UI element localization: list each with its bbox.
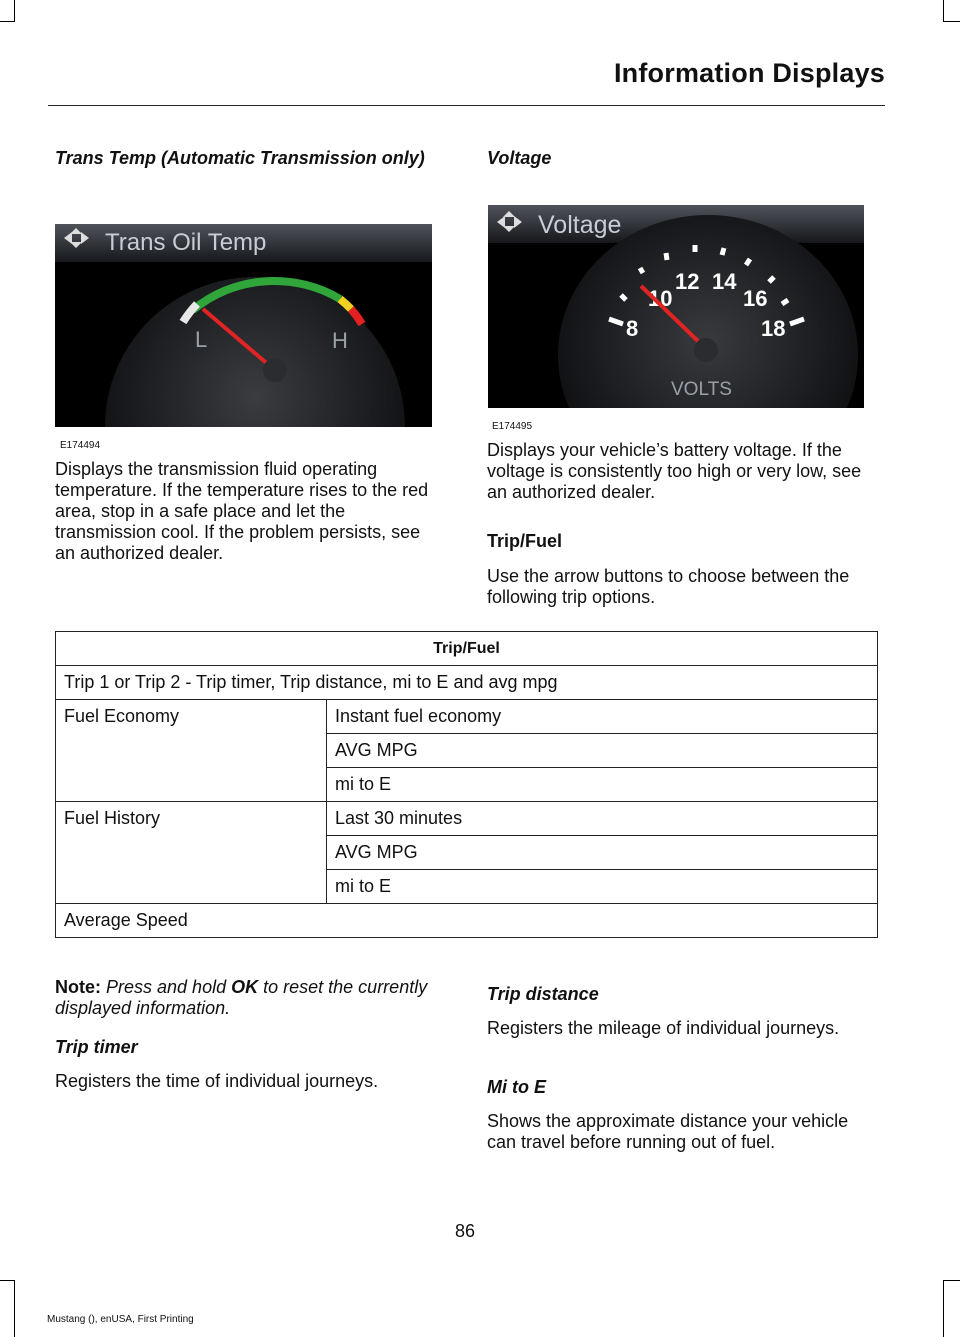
trans-oil-temp-figure	[55, 224, 432, 427]
page-title: Information Displays	[613, 58, 885, 88]
voltage-tick-8: 8	[626, 316, 639, 341]
trip-distance-text: Registers the mileage of individual journeys.	[487, 1018, 840, 1038]
table-cell: mi to E	[327, 768, 878, 802]
note-label: Note:	[55, 977, 101, 997]
gauge-high-label: H	[332, 328, 348, 353]
header-rule	[48, 105, 885, 106]
trans-temp-heading: Trans Temp (Automatic Transmission only)	[55, 148, 425, 168]
table-row	[56, 802, 878, 836]
mi-to-e-heading: Mi to E	[487, 1077, 546, 1097]
crop-mark-top-right	[943, 21, 960, 22]
note-key: OK	[231, 977, 259, 997]
crop-mark-bottom-left	[14, 1280, 15, 1337]
crop-mark-bottom-right	[943, 1280, 944, 1337]
trans-oil-temp-gauge	[55, 224, 432, 427]
trip-timer-heading: Trip timer	[55, 1037, 138, 1057]
table-row	[56, 632, 878, 666]
voltage-figure-code: E174495	[492, 421, 533, 432]
voltage-description: Displays your vehicle’s battery voltage. If the voltage is consistently too high or very low, see an authorized dealer.	[487, 440, 862, 502]
trans-temp-description: Displays the transmission fluid operating temperature. If the temperature rises to the red area, stop in a safe place and let the transmission cool. If the problem persists, see an authorized dealer.	[55, 459, 429, 563]
voltage-tick-16: 16	[743, 286, 768, 311]
note	[55, 977, 435, 1019]
table-cell: AVG MPG	[327, 836, 878, 870]
table-cell: Last 30 minutes	[327, 802, 878, 836]
table-cell-fuel-history: Fuel History	[56, 802, 327, 904]
voltage-screen-title: Voltage	[538, 211, 622, 239]
trip-fuel-intro: Use the arrow buttons to choose between the following trip options.	[487, 566, 850, 607]
table-cell: mi to E	[327, 870, 878, 904]
table-row	[56, 666, 878, 700]
mi-to-e-text: Shows the approximate distance your vehicle can travel before running out of fuel.	[487, 1111, 849, 1152]
note-post: to reset the currently displayed information.	[55, 977, 428, 1018]
crop-mark-bottom-right	[943, 1280, 960, 1281]
voltage-heading: Voltage	[487, 148, 552, 168]
footer-text: Mustang (), enUSA, First Printing	[47, 1314, 194, 1325]
trans-figure-code: E174494	[60, 440, 101, 451]
note-pre: Press and hold	[106, 977, 227, 997]
table-cell-trip: Trip 1 or Trip 2 - Trip timer, Trip distance, mi to E and avg mpg	[56, 666, 878, 700]
voltage-gauge	[488, 205, 864, 408]
crop-mark-top-left	[14, 0, 15, 22]
voltage-figure	[488, 205, 864, 408]
crop-mark-top-left	[0, 21, 15, 22]
table-cell: AVG MPG	[327, 734, 878, 768]
voltage-tick-14: 14	[712, 269, 737, 294]
voltage-tick-12: 12	[675, 269, 700, 294]
table-cell-average-speed: Average Speed	[56, 904, 878, 938]
crop-mark-bottom-left	[0, 1280, 15, 1281]
table-row	[56, 700, 878, 734]
voltage-tick-18: 18	[761, 316, 786, 341]
table-row	[56, 904, 878, 938]
trip-fuel-table	[55, 631, 878, 938]
table-cell-fuel-economy: Fuel Economy	[56, 700, 327, 802]
table-title: Trip/Fuel	[56, 632, 878, 666]
voltage-tick-10: 10	[648, 286, 673, 311]
trip-timer-text: Registers the time of individual journeys.	[55, 1071, 379, 1091]
trip-distance-heading: Trip distance	[487, 984, 599, 1004]
page-number: 86	[454, 1221, 476, 1241]
gauge-low-label: L	[195, 327, 208, 352]
trans-oil-temp-screen-title: Trans Oil Temp	[105, 229, 267, 256]
trip-fuel-heading: Trip/Fuel	[487, 531, 563, 551]
table-cell: Instant fuel economy	[327, 700, 878, 734]
crop-mark-top-right	[943, 0, 944, 22]
voltage-unit-label: VOLTS	[671, 379, 732, 400]
